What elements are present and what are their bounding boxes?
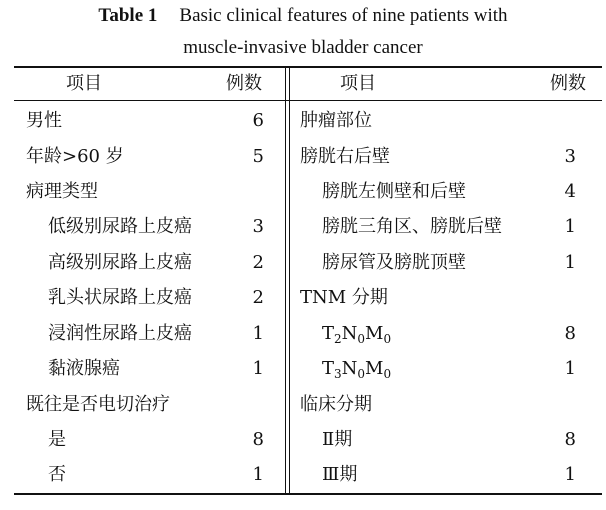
left-row-count: 2	[252, 252, 264, 273]
right-row-label: 临床分期	[300, 394, 372, 415]
header-item-right: 项目	[340, 73, 376, 94]
tnm-stage-t3n0m0: $T_3N_0M_0$	[322, 358, 392, 381]
left-row-count: 8	[252, 429, 264, 450]
left-row-count: 2	[252, 287, 264, 308]
left-row-count: 1	[252, 358, 264, 379]
left-row-label: 病理类型	[26, 181, 98, 202]
left-row-label: 黏液腺癌	[48, 358, 120, 379]
right-row-count: 8	[564, 323, 576, 344]
left-row-count: 6	[252, 110, 264, 131]
right-row-label: Ⅲ期	[322, 464, 358, 485]
right-row-label: 膀胱三角区、膀胱后壁	[322, 216, 502, 237]
right-row-count: 1	[564, 358, 576, 379]
left-row-label: 是	[48, 429, 66, 450]
right-row-count: 1	[564, 464, 576, 485]
left-row-count: 1	[252, 323, 264, 344]
bottom-rule	[14, 493, 602, 495]
table-label: Table 1	[98, 5, 158, 26]
left-row-label: 乳头状尿路上皮癌	[48, 287, 192, 308]
right-row-count: 8	[564, 429, 576, 450]
left-row-label: 浸润性尿路上皮癌	[48, 323, 192, 344]
header-rule	[14, 100, 602, 101]
left-row-count: 5	[252, 146, 264, 167]
right-row-count: 1	[564, 216, 576, 237]
left-row-label: 高级别尿路上皮癌	[48, 252, 192, 273]
right-row-label: Ⅱ期	[322, 429, 353, 450]
right-row-label: 膀胱右后壁	[300, 146, 390, 167]
left-row-label: 既往是否电切治疗	[26, 394, 170, 415]
header-item-left: 项目	[66, 73, 102, 94]
left-row-label: 男性	[26, 110, 62, 131]
right-row-count: 4	[564, 181, 576, 202]
header-count-right: 例数	[550, 73, 586, 94]
table-title: Basic clinical features of nine patients with	[179, 5, 508, 26]
table-caption-line2: muscle-invasive bladder cancer	[183, 37, 423, 58]
left-row-label: 否	[48, 464, 66, 485]
left-row-count: 3	[252, 216, 264, 237]
table-caption-line1	[0, 4, 606, 28]
tnm-stage-t2n0m0: $T_2N_0M_0$	[322, 323, 392, 346]
column-divider	[285, 66, 286, 495]
right-row-count: 1	[564, 252, 576, 273]
header-count-left: 例数	[226, 73, 262, 94]
top-rule	[14, 66, 602, 68]
column-divider	[289, 66, 290, 495]
right-row-label: TNM 分期	[300, 287, 388, 308]
right-row-label: 膀胱左侧壁和后壁	[322, 181, 466, 202]
right-row-label: 肿瘤部位	[300, 110, 372, 131]
right-row-count: 3	[564, 146, 576, 167]
left-row-label: 年龄>60 岁	[26, 146, 124, 167]
left-row-count: 1	[252, 464, 264, 485]
left-row-label: 低级别尿路上皮癌	[48, 216, 192, 237]
right-row-label: 膀尿管及膀胱顶壁	[322, 252, 466, 273]
